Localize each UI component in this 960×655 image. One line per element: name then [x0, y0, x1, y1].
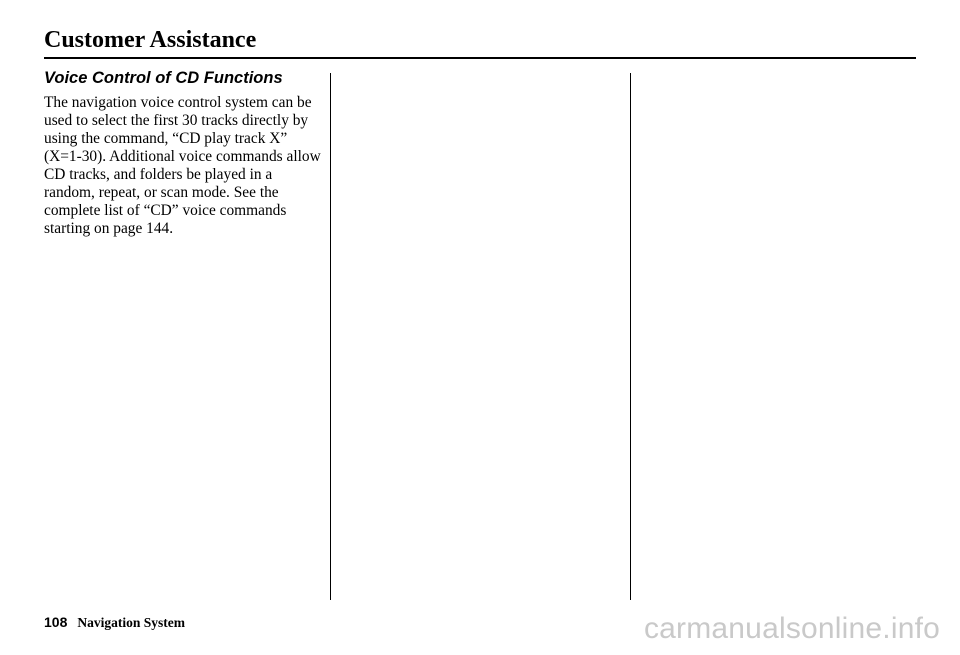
page-number: 108 [44, 614, 68, 630]
text-column-1 [44, 68, 326, 238]
body-paragraph: The navigation voice control system can be used to select the first 30 tracks directly by using the command, “CD play track X” (X=1-30). Additional voice commands allow CD tracks, and folders be played in a random, repeat, or scan mode. See the complete list of “CD” voice commands starting on page 144. [44, 94, 321, 237]
page-footer [44, 614, 185, 632]
watermark: carmanualsonline.info [643, 612, 940, 645]
column-divider-1 [330, 73, 331, 600]
subheading: Voice Control of CD Functions [44, 69, 283, 87]
section-title: Customer Assistance [44, 27, 257, 53]
footer-book-title: Navigation System [77, 615, 185, 630]
column-divider-2 [630, 73, 631, 600]
title-rule [44, 57, 916, 59]
